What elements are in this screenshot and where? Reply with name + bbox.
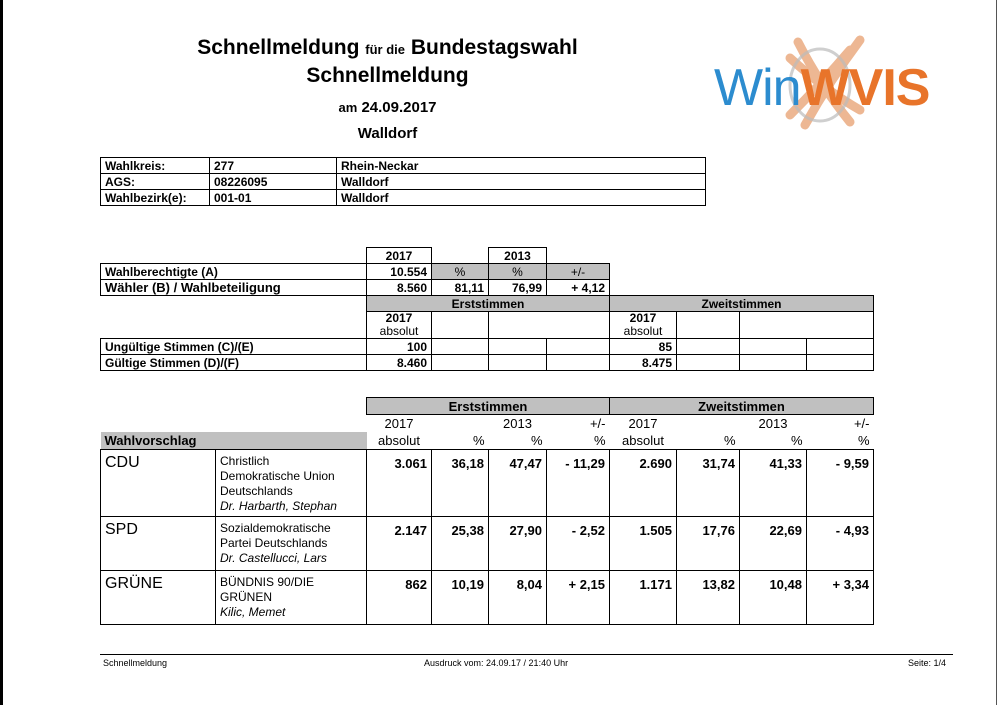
- valid-zweit: 8.475: [610, 355, 677, 371]
- invalid-zweit: 85: [610, 339, 677, 355]
- erst-prev: 27,90: [489, 517, 547, 571]
- wahlvorschlag-header: Wahlvorschlag: [101, 432, 367, 450]
- logo-text-wvis: WVIS: [800, 59, 930, 117]
- col-year-current: 2017: [628, 415, 658, 431]
- zweit-prev: 22,69: [740, 517, 807, 571]
- zweit-prev: 41,33: [740, 450, 807, 517]
- candidate-name: Kilic, Memet: [220, 605, 286, 619]
- info-row: [101, 190, 706, 206]
- info-code: 277: [210, 158, 337, 174]
- zweit-abs: 2.690: [610, 450, 677, 517]
- results-erststimmen-header: Erststimmen: [367, 398, 610, 415]
- party-name: [216, 571, 367, 625]
- erst-diff: - 2,52: [547, 517, 610, 571]
- info-name: Walldorf: [337, 174, 706, 190]
- erst-abs: 3.061: [367, 450, 432, 517]
- erst-abs: 862: [367, 571, 432, 625]
- invalid-erst: 100: [367, 339, 432, 355]
- date-value: 24.09.2017: [361, 99, 437, 116]
- erst-abs: 2.147: [367, 517, 432, 571]
- report-date: [100, 99, 675, 116]
- eligible-value: 10.554: [367, 264, 432, 280]
- diff-header: +/-: [547, 264, 610, 280]
- erststimmen-header: Erststimmen: [367, 296, 610, 312]
- footer-page-number: Seite: 1/4: [908, 658, 947, 668]
- info-code: 08226095: [210, 174, 337, 190]
- zweit-abs: 1.171: [610, 571, 677, 625]
- zweit-pct: 31,74: [677, 450, 740, 517]
- year-previous-header: 2013: [489, 248, 547, 264]
- col-year-previous: 2013: [758, 415, 788, 431]
- col-pct: %: [530, 432, 543, 448]
- pct-header: %: [432, 264, 489, 280]
- year-current-header: 2017: [367, 248, 432, 264]
- erst-diff: - 11,29: [547, 450, 610, 517]
- info-name: Walldorf: [337, 190, 706, 206]
- zweit-abs: 1.505: [610, 517, 677, 571]
- report-place: Walldorf: [357, 125, 418, 142]
- page-edge: [0, 0, 3, 705]
- col-absolut: absolut: [622, 432, 664, 448]
- footer-divider: [100, 654, 953, 655]
- empty-cell: [489, 312, 610, 339]
- empty-cell: [677, 312, 740, 339]
- col-pct: %: [593, 432, 606, 448]
- erst-prev: 47,47: [489, 450, 547, 517]
- zweit-year: 2017: [629, 311, 657, 325]
- valid-votes-label: Gültige Stimmen (D)/(F): [101, 355, 367, 371]
- logo-text-win: Win: [714, 59, 801, 117]
- candidate-name: Dr. Castellucci, Lars: [220, 551, 327, 565]
- turnout-diff: + 4,12: [547, 280, 610, 296]
- party-short: CDU: [101, 450, 216, 517]
- zweitstimmen-header: Zweitstimmen: [610, 296, 874, 312]
- report-title: [100, 36, 675, 60]
- candidate-name: Dr. Harbarth, Stephan: [220, 499, 337, 513]
- info-label: Wahlbezirk(e):: [101, 190, 210, 206]
- party-name-line: Demokratische Union: [220, 469, 335, 483]
- party-row: [101, 450, 874, 517]
- zweit-pct: 17,76: [677, 517, 740, 571]
- district-info-table: [100, 157, 706, 206]
- col-pct: %: [857, 432, 870, 448]
- zweit-absolut: absolut: [623, 324, 663, 338]
- erst-pct: 36,18: [432, 450, 489, 517]
- col-pct: %: [472, 432, 485, 448]
- info-row: [101, 158, 706, 174]
- footer-left: Schnellmeldung: [103, 658, 168, 668]
- zweit-diff: + 3,34: [807, 571, 874, 625]
- col-absolut: absolut: [378, 432, 420, 448]
- empty-cell: [740, 312, 874, 339]
- erst-prev: 8,04: [489, 571, 547, 625]
- erst-pct: 10,19: [432, 571, 489, 625]
- logo-text: [714, 58, 929, 118]
- party-name-line: Christlich: [220, 454, 270, 468]
- info-label: Wahlkreis:: [101, 158, 210, 174]
- eligible-label: Wahlberechtigte (A): [101, 264, 367, 280]
- col-pct: %: [723, 432, 736, 448]
- erst-pct: 25,38: [432, 517, 489, 571]
- col-diff: +/-: [589, 415, 606, 431]
- erst-absolut: absolut: [379, 324, 419, 338]
- party-name-line: Deutschlands: [220, 484, 293, 498]
- zweit-diff: - 9,59: [807, 450, 874, 517]
- turnout-current: 81,11: [432, 280, 489, 296]
- erst-year-absolut: [367, 312, 432, 339]
- voters-label: Wähler (B) / Wahlbeteiligung: [101, 280, 367, 296]
- report-subtitle: Schnellmeldung: [306, 64, 469, 87]
- winwvis-logo: [710, 30, 950, 130]
- party-name: [216, 517, 367, 571]
- results-table: [100, 397, 874, 625]
- party-short: GRÜNE: [101, 571, 216, 625]
- party-row: [101, 517, 874, 571]
- zweit-diff: - 4,93: [807, 517, 874, 571]
- party-name-line: Sozialdemokratische: [220, 521, 331, 535]
- info-code: 001-01: [210, 190, 337, 206]
- results-zweitstimmen-header: Zweitstimmen: [610, 398, 874, 415]
- party-name: [216, 450, 367, 517]
- title-connector: für die: [365, 42, 406, 57]
- turnout-table: [100, 247, 874, 371]
- page-edge-right: [996, 0, 997, 705]
- empty-cell: [432, 312, 489, 339]
- info-row: [101, 174, 706, 190]
- info-name: Rhein-Neckar: [337, 158, 706, 174]
- party-name-line: GRÜNEN: [220, 590, 273, 604]
- invalid-votes-label: Ungültige Stimmen (C)/(E): [101, 339, 367, 355]
- party-name-line: Partei Deutschlands: [220, 536, 328, 550]
- turnout-previous: 76,99: [489, 280, 547, 296]
- party-name-line: BÜNDNIS 90/DIE: [220, 575, 315, 589]
- title-main: Schnellmeldung: [197, 36, 360, 59]
- date-prefix: am: [338, 100, 358, 115]
- erst-diff: + 2,15: [547, 571, 610, 625]
- col-year-current: 2017: [384, 415, 414, 431]
- zweit-prev: 10,48: [740, 571, 807, 625]
- info-label: AGS:: [101, 174, 210, 190]
- party-row: [101, 571, 874, 625]
- valid-erst: 8.460: [367, 355, 432, 371]
- footer-printed: Ausdruck vom: 24.09.17 / 21:40 Uhr: [424, 658, 569, 668]
- col-diff: +/-: [853, 415, 870, 431]
- erst-year: 2017: [385, 311, 413, 325]
- col-pct: %: [790, 432, 803, 448]
- pct-header-previous: %: [489, 264, 547, 280]
- col-year-previous: 2013: [503, 415, 532, 431]
- voters-value: 8.560: [367, 280, 432, 296]
- title-election: Bundestagswahl: [410, 36, 578, 59]
- party-short: SPD: [101, 517, 216, 571]
- zweit-pct: 13,82: [677, 571, 740, 625]
- zweit-year-absolut: [610, 312, 677, 339]
